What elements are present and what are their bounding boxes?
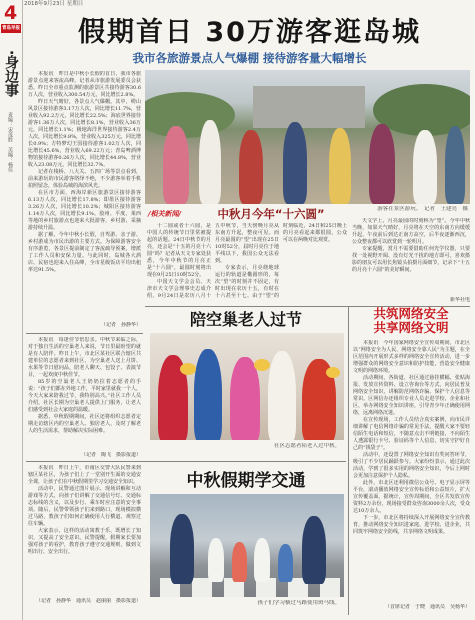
issue-date: 2018年9月23日 星期日 <box>24 1 84 7</box>
traffic-photo <box>150 494 344 597</box>
page-headline: 假期首日 30万游客逛岛城 <box>78 17 421 48</box>
photo-figure <box>239 130 263 204</box>
article-paragraph: 据了解，今年中秋小长假，自驾游、亲子游、乡村游成为市民出游的主要方式。为保障游客安全有序游览，各景区提前制定了客流疏导预案，增派了工作人员和安保力量。与此同时，岛城各大酒店、民宿也迎来入住高峰，全市星级饭店平均出租率达91.5%。 <box>28 232 141 273</box>
photo-fan <box>180 363 196 375</box>
photo-fan <box>254 359 270 371</box>
traffic-story-body <box>28 465 141 595</box>
article-paragraph: 中国天文学会会员、天津市天文学会理事史志成介绍，9月24日是农历八月十五中秋节，当天傍晚月亮从东南方升起，整夜可见。而月亮最圆的“望”出现在25日10时52分，届时月亮位于地平线以下，我国公众无法看到。 <box>147 223 279 299</box>
section-divider <box>26 461 346 462</box>
paper-name-badge: 青岛早报 <box>2 26 20 31</box>
related-news-body <box>147 223 347 303</box>
article-paragraph: 活动中，民警通过图片展示、现场讲解和互动游戏等方式，向孩子们讲解了交通信号灯、交通标志标线的含义，以及步行、乘车时应注意的安全事项。随后，民警带领孩子们来到路口，现场模拟横过马路，教孩子们如何正确使用人行横道、观察过往车辆。 <box>28 486 141 527</box>
related-news-label: /相关新闻/ <box>148 210 182 218</box>
traffic-photo-caption: 孩子们学习横过马路使用斑马线。 <box>257 600 340 606</box>
photo-figure <box>329 128 351 204</box>
article-paragraph: 天文学上，月亮最圆的时刻称为“望”。今年中秋当晚，如果天气晴好，月亮将在天空的东南方向缓缓升起，午夜前后到达正南方高空，后半夜逐渐西沉，公众整夜都可以欣赏到一轮明月。 <box>352 218 470 245</box>
photo-figure <box>163 126 189 204</box>
side-strip <box>0 0 23 620</box>
photo-figure <box>170 514 194 584</box>
article-paragraph: 此外，市北区还利用微信公众号、电子显示屏等平台，滚动播放网络安全宣传标语和公益短片，扩大宣传覆盖面。据统计，宣传周期间，全区共发放宣传资料2万余份，现场接受群众咨询3000余人次，受众达10万余人。 <box>353 480 470 514</box>
photo-figure <box>302 516 326 584</box>
article-paragraph: 下一步，市北区将持续深入开展网络安全宣传教育，推动网络安全知识进家庭、进学校、进企业，共同筑牢网络安全防线，共享网络文明成果。 <box>353 515 470 535</box>
photo-figure <box>208 538 224 582</box>
article-paragraph: 活动期间，各街道、社区通过悬挂横幅、张贴海报、发放宣传资料、设立咨询台等方式，向居民普及网络安全知识，讲解防范网络诈骗、保护个人信息等常识。区网信办还组织专业人员走进学校、企业和社区，举办网络安全知识讲座，引导青少年正确使用网络，远离网络沉迷。 <box>353 375 470 416</box>
article-paragraph: 记者在栈桥、八大关、五四广场等景点看到，前来游玩的市民游客络绎不绝，不少游客举着手机拍照留念，体验岛城的海滨风光。 <box>28 169 141 189</box>
elderly-photo <box>150 333 344 440</box>
column-divider <box>348 307 349 615</box>
article-paragraph: 活动中，还设置了网络安全知识有奖问答环节，吸引了不少居民踊跃参与。大家纷纷表示，通过此次活动，学到了很多实用的网络安全知识，今后上网时会更加注意保护个人隐私。 <box>353 452 470 479</box>
photo-building <box>253 86 365 128</box>
photo-trees <box>145 92 235 138</box>
photo-figure <box>230 357 260 440</box>
article-paragraph: 本报讯 昨日是中秋小长假的首日，我市各旅游景点迎来客流高峰。记者从市旅游发展委员会获悉，昨日全市重点监测的旅游景区共接待游客30.6万人次，营业收入300.54万元，同比增长2.8%。 <box>28 71 141 98</box>
traffic-story-byline: （记者 孙静华 通讯员 赵丽丽 摄影报道） <box>35 598 141 604</box>
article-paragraph: 大家表示，这样的活动寓教于乐，既增长了知识，又提高了安全意识。民警提醒，假期家长要加强对孩子的看护，教育孩子遵守交通规则，做到文明出行、安全出行。 <box>28 528 141 555</box>
photo-figure <box>232 542 247 582</box>
network-story-body <box>353 340 470 602</box>
article-paragraph: 专家提醒，赏月不需要借助任何光学仪器，只要找一处视野开阔、没有灯光干扰的地方即可。喜欢摄影的朋友可以用长焦镜头拍摄月面细节，记录下“十五的月亮十六圆”的美好瞬间。 <box>352 246 470 273</box>
article-paragraph: 据悉，中秋假期期间，社区还将组织志愿者定期走访辖区内的空巢老人、独居老人，及时了解老人的生活需求，帮助解决实际困难。 <box>28 414 141 434</box>
related-news-source: 新华社电 <box>449 297 470 303</box>
photo-figure <box>369 124 395 204</box>
article-paragraph: 本报讯 今年国家网络安全宣传周期间，市北区以“网络安全为人民，网络安全靠人民”为主题，在全区范围内开展形式多样的网络安全宣传活动，进一步增强群众的网络安全意识和防护技能，营造安全健康文明的网络环境。 <box>353 340 470 374</box>
related-news-headline: 中秋月今年“十六圆” <box>217 207 325 221</box>
article-paragraph: 昨日天气晴好，各景点人气爆棚。其中，崂山风景区接待游客3.17万人次，同比增长11.7%，营业收入92.2万元，同比增长22.5%；海底世界接待游客1.36万人次，同比增长8.1%，营业收入36万元，同比增长1.1%；极地海洋世界接待游客2.4万人次，同比增长9.8%，营业收入325万元，同比增长0.9%；方特梦幻王国接待游客1.02万人次，同比增长45.6%，营业收入69.22万元；青岛啤酒博物馆接待游客0.26万人次，同比增长44.8%，营业收入23.08万元，同比增长32.7%。 <box>28 99 141 168</box>
section-divider <box>26 333 143 334</box>
article-paragraph: 本报讯 昨日上午，市南区交警大队民警来到辖区某社区，为孩子们上了一堂别开生面的交通安全课，让孩子们在中秋假期里学习交通安全知识。 <box>28 465 141 485</box>
network-story-byline: （首席记者 于晓 通讯员 吴杨华） <box>384 604 470 610</box>
elderly-photo-caption: 社区志愿者陪老人过中秋。 <box>273 443 340 449</box>
elderly-story-headline: 陪空巢老人过节 <box>189 310 302 329</box>
elderly-story-body <box>28 337 141 451</box>
related-news-side-column <box>352 218 470 296</box>
article-paragraph: 85岁的空巢老人王奶奶拉着志愿者的手说：“孩子们都在外地工作，平时家里就我一个人，今天大家来陪我过节，我特别高兴。”社区工作人员介绍，社区长期为空巢老人提供上门服务，让老人们感受到社会大家庭的温暖。 <box>28 379 141 413</box>
photo-figure <box>254 538 270 582</box>
photo-figure <box>283 122 307 204</box>
lead-story-byline: （记者 孙静华） <box>100 322 141 328</box>
photo-figure <box>445 126 465 204</box>
editor-credits: 责编：宋茂胜 美编：杨佳 <box>7 112 13 172</box>
article-paragraph: 专家表示，月亮绕地球运行的轨道是椭圆形的，每次“望”的时刻并不固定，有时出现在农历十五，有时在十六甚至十七。由于“望”的时刻临近，24日和25日晚上的月亮看起来都很圆，公众可以在两晚对比观赏。 <box>215 223 347 299</box>
lead-photo-caption: 游客在景区游玩。 记者 王建亮 摄 <box>377 206 468 212</box>
network-headline-line-1: 共筑网络安全 <box>373 306 449 321</box>
article-paragraph: 在区市方面，西海岸新区旅游景区接待游客6.13万人次，同比增长17.8%；即墨区接待游客3.26万人次，同比增长10.2%；城阳区接待游客1.14万人次，同比增长9.1%。胶州、平度、莱西等地的乡村旅游点也迎来大批游客，乡村游、采摘游持续升温。 <box>28 190 141 231</box>
photo-figure <box>194 349 222 440</box>
article-paragraph: 十二圆或者十六圆，是中国人的传统节日里常被提起的话题。24日中秋节的月亮，还会是“十五的月亮十六圆”吗？记者从天文专家处获悉，今年中秋节的月亮正是“十六圆”，最圆时刻将出现在9月25日10时52分。 <box>147 223 211 278</box>
elderly-story-byline: （记者 陶飞 摄影报道） <box>80 452 141 458</box>
photo-figure <box>278 544 293 582</box>
photo-fan <box>326 367 340 378</box>
photo-figure <box>199 120 221 204</box>
article-paragraph: 本报讯 每逢佳节倍思亲。中秋节来临之际，对于独自生活的空巢老人来说，节日里最盼望的就是有人陪伴。昨日上午，市北区某社区联合辖区共建单位的志愿者来到社区，为空巢老人送上月饼、水果等节日慰问品，陪老人聊天、包饺子、表演节目，一起欢度中秋佳节。 <box>28 337 141 378</box>
section-name: ·身边事 <box>3 50 19 98</box>
lead-story-body <box>28 71 141 321</box>
photo-figure <box>413 130 437 204</box>
page-subheadline: 我市各旅游景点人气爆棚 接待游客量大幅增长 <box>132 51 367 65</box>
page-number: 4 <box>4 2 18 24</box>
traffic-story-headline: 中秋假期学交通 <box>186 471 306 491</box>
network-story-headline <box>352 307 470 335</box>
article-paragraph: 在宣传现场，工作人员结合真实案例，向市民详细讲解了电信网络诈骗的常见手法，提醒大家不要轻信陌生电话和短信，不随意点击不明链接，不向陌生人透露银行卡号、验证码等个人信息，切实守护好自己的“钱袋子”。 <box>353 417 470 451</box>
photo-figure <box>268 351 296 440</box>
network-headline-line-2: 共享网络文明 <box>373 320 449 335</box>
lead-photo <box>145 70 470 204</box>
